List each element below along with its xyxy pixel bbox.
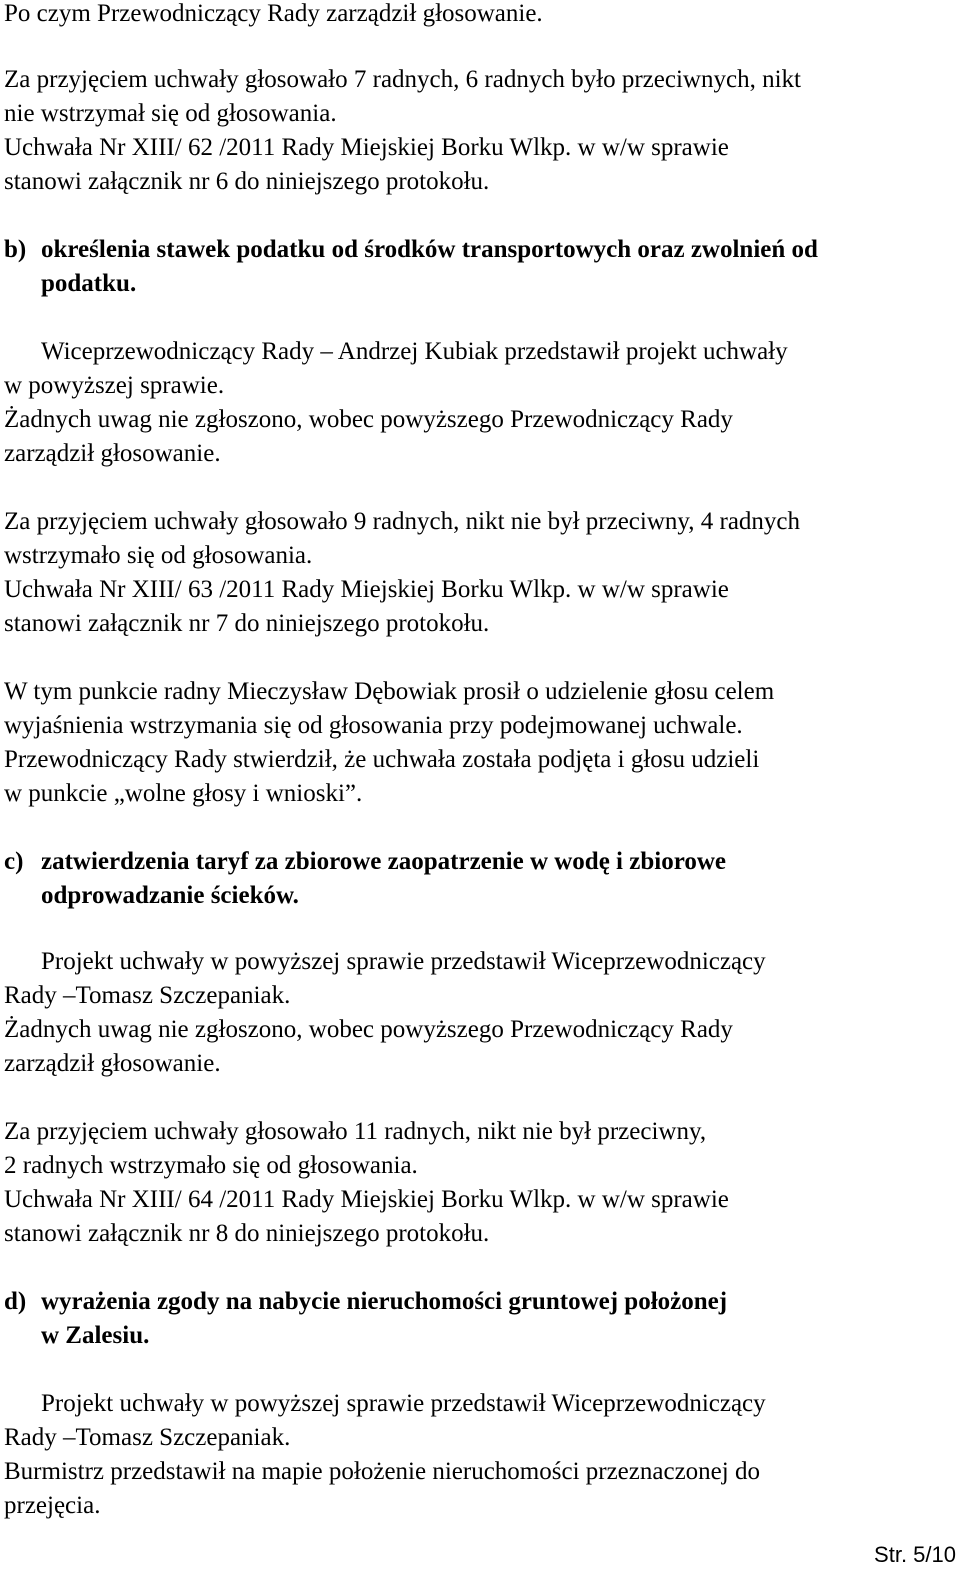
paragraph-text: Burmistrz przedstawił na mapie położenie nieruchomości przeznaczonej do	[4, 1458, 760, 1485]
paragraph-text: Wiceprzewodniczący Rady – Andrzej Kubiak przedstawił projekt uchwały	[41, 338, 788, 365]
vote-result-text: 2 radnych wstrzymało się od głosowania.	[4, 1152, 418, 1179]
page-number: Str. 5/10	[874, 1542, 956, 1567]
section-c-label: c)	[4, 848, 24, 875]
paragraph-text: W tym punkcie radny Mieczysław Dębowiak prosił o udzielenie głosu celem	[4, 678, 775, 705]
section-d-heading: w Zalesiu.	[41, 1322, 150, 1349]
vote-result-text: wstrzymało się od głosowania.	[4, 542, 313, 569]
paragraph-text: w punkcie „wolne głosy i wnioski”.	[4, 780, 363, 807]
section-d-label: d)	[4, 1288, 27, 1315]
intro-text: Po czym Przewodniczący Rady zarządził głosowanie.	[4, 0, 543, 27]
section-c-heading: odprowadzanie ścieków.	[41, 882, 299, 909]
resolution-reference: Uchwała Nr XIII/ 63 /2011 Rady Miejskiej Borku Wlkp. w w/w sprawie	[4, 576, 729, 603]
paragraph-text: Projekt uchwały w powyższej sprawie przedstawił Wiceprzewodniczący	[41, 1390, 766, 1417]
resolution-reference: Uchwała Nr XIII/ 64 /2011 Rady Miejskiej Borku Wlkp. w w/w sprawie	[4, 1186, 729, 1213]
vote-result-text: Za przyjęciem uchwały głosowało 7 radnych, 6 radnych było przeciwnych, nikt	[4, 66, 801, 93]
section-b-heading: określenia stawek podatku od środków transportowych oraz zwolnień od	[41, 236, 818, 263]
attachment-reference: stanowi załącznik nr 8 do niniejszego protokołu.	[4, 1220, 490, 1247]
paragraph-text: przejęcia.	[4, 1492, 101, 1519]
paragraph-text: zarządził głosowanie.	[4, 1050, 221, 1077]
attachment-reference: stanowi załącznik nr 7 do niniejszego protokołu.	[4, 610, 490, 637]
section-d-heading: wyrażenia zgody na nabycie nieruchomości gruntowej położonej	[41, 1288, 728, 1315]
vote-result-text: Za przyjęciem uchwały głosowało 9 radnych, nikt nie był przeciwny, 4 radnych	[4, 508, 801, 535]
paragraph-text: w powyższej sprawie.	[4, 372, 225, 399]
paragraph-text: Rady –Tomasz Szczepaniak.	[4, 982, 291, 1009]
section-c-heading: zatwierdzenia taryf za zbiorowe zaopatrzenie w wodę i zbiorowe	[41, 848, 726, 875]
section-b-heading: podatku.	[41, 270, 137, 297]
vote-result-text: Za przyjęciem uchwały głosowało 11 radnych, nikt nie był przeciwny,	[4, 1118, 707, 1145]
paragraph-text: Przewodniczący Rady stwierdził, że uchwała została podjęta i głosu udzieli	[4, 746, 760, 773]
vote-result-text: nie wstrzymał się od głosowania.	[4, 100, 337, 127]
paragraph-text: Żadnych uwag nie zgłoszono, wobec powyższego Przewodniczący Rady	[4, 1016, 733, 1043]
paragraph-text: Projekt uchwały w powyższej sprawie przedstawił Wiceprzewodniczący	[41, 948, 766, 975]
section-b-label: b)	[4, 236, 27, 263]
attachment-reference: stanowi załącznik nr 6 do niniejszego protokołu.	[4, 168, 490, 195]
resolution-reference: Uchwała Nr XIII/ 62 /2011 Rady Miejskiej Borku Wlkp. w w/w sprawie	[4, 134, 729, 161]
paragraph-text: Żadnych uwag nie zgłoszono, wobec powyższego Przewodniczący Rady	[4, 406, 733, 433]
paragraph-text: zarządził głosowanie.	[4, 440, 221, 467]
paragraph-text: Rady –Tomasz Szczepaniak.	[4, 1424, 291, 1451]
paragraph-text: wyjaśnienia wstrzymania się od głosowania przy podejmowanej uchwale.	[4, 712, 743, 739]
